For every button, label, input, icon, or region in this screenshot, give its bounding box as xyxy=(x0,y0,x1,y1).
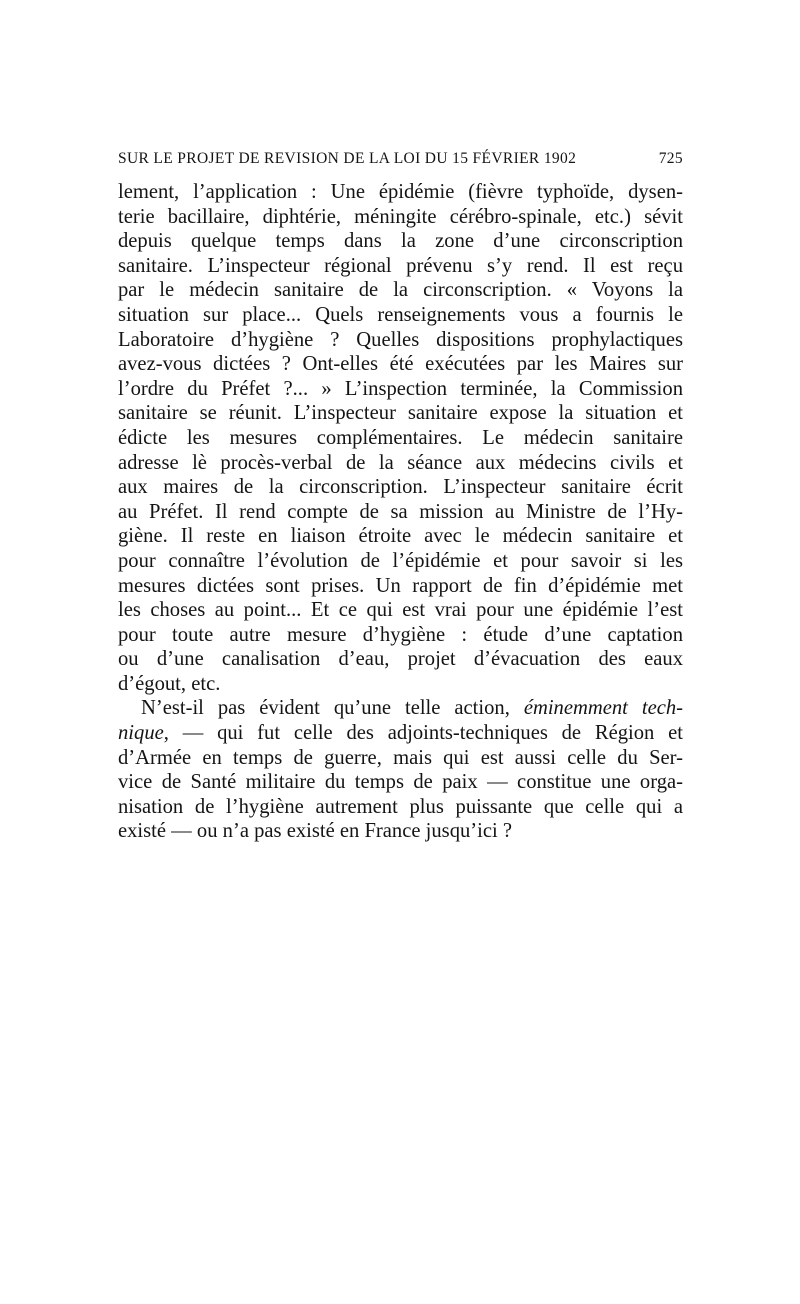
text-line: pour toute autre mesure d’hygiène : étude d’une captation xyxy=(118,623,683,646)
body-text xyxy=(118,180,683,844)
text-line: ou d’une canalisation d’eau, projet d’évacuation des eaux xyxy=(118,648,683,671)
italic-emphasis: éminemment tech- xyxy=(523,697,683,720)
text-line: sanitaire. L’inspecteur régional prévenu s’y rend. Il est reçu xyxy=(118,254,683,277)
text-line: par le médecin sanitaire de la circonscription. « Voyons la xyxy=(118,279,683,302)
text-line xyxy=(118,696,683,721)
text-line: giène. Il reste en liaison étroite avec le médecin sanitaire et xyxy=(118,525,683,548)
text-line: lement, l’application : Une épidémie (fièvre typhoïde, dysen- xyxy=(118,181,683,203)
text-segment: N’est-il pas évident qu’une telle action, xyxy=(141,697,524,720)
paragraph-2 xyxy=(118,696,683,844)
paragraph-1 xyxy=(118,180,683,696)
text-line: avez-vous dictées ? Ont-elles été exécutées par les Maires sur xyxy=(118,353,683,376)
text-line: sanitaire se réunit. L’inspecteur sanitaire expose la situation et xyxy=(118,402,683,425)
text-line: existé — ou n’a pas existé en France jusqu’ici ? xyxy=(118,820,513,843)
text-line: pour connaître l’évolution de l’épidémie et pour savoir si les xyxy=(118,549,683,572)
text-line: d’Armée en temps de guerre, mais qui est aussi celle du Ser- xyxy=(118,746,683,769)
text-line: terie bacillaire, diphtérie, méningite cérébro-spinale, etc.) sévit xyxy=(118,205,683,228)
running-header xyxy=(118,150,683,172)
page-number: 725 xyxy=(658,150,683,167)
text-line: nisation de l’hygiène autrement plus puissante que celle qui a xyxy=(118,795,683,818)
text-line: l’ordre du Préfet ?... » L’inspection terminée, la Commission xyxy=(118,377,683,400)
italic-emphasis: nique xyxy=(118,722,164,745)
text-line: situation sur place... Quels renseignements vous a fournis le xyxy=(118,303,683,326)
text-segment: , — qui fut celle des adjoints-techniques de Région et xyxy=(163,722,683,745)
text-line: mesures dictées sont prises. Un rapport de fin d’épidémie met xyxy=(118,574,683,597)
text-line xyxy=(118,721,683,746)
text-line: adresse lè procès-verbal de la séance aux médecins civils et xyxy=(118,451,683,474)
text-line: édicte les mesures complémentaires. Le médecin sanitaire xyxy=(118,426,683,449)
text-line: au Préfet. Il rend compte de sa mission au Ministre de l’Hy- xyxy=(118,500,683,523)
book-page xyxy=(118,0,683,1304)
text-line: vice de Santé militaire du temps de paix — constitue une orga- xyxy=(118,771,683,794)
text-line: d’égout, etc. xyxy=(118,672,221,695)
text-line: aux maires de la circonscription. L’inspecteur sanitaire écrit xyxy=(118,476,683,499)
text-line: les choses au point... Et ce qui est vrai pour une épidémie l’est xyxy=(118,599,683,622)
running-title: SUR LE PROJET DE REVISION DE LA LOI DU 15 FÉVRIER 1902 xyxy=(118,150,577,167)
text-line: depuis quelque temps dans la zone d’une circonscription xyxy=(118,230,683,253)
text-line: Laboratoire d’hygiène ? Quelles dispositions prophylactiques xyxy=(118,328,683,351)
